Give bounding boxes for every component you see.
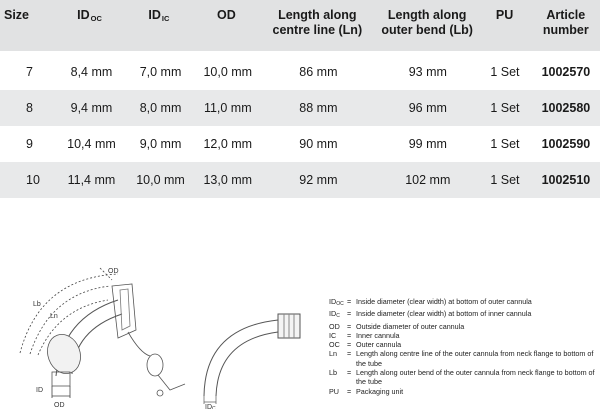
label-od-bottom: OD (54, 402, 65, 409)
legend-eq: = (347, 340, 352, 350)
cell-id-ic: 7,0 mm (139, 65, 182, 79)
legend-text: Inside diameter (clear width) at bottom of outer cannula (356, 297, 532, 306)
cell-size: 9 (26, 137, 33, 151)
header-pu: PU (495, 8, 514, 22)
legend-abbr: IDOC (329, 297, 344, 307)
label-id-bottom: ID (36, 387, 43, 394)
legend-text: Length along centre line of the outer cannula from neck flange to bottom of the tube (356, 349, 594, 368)
legend-text: Inside diameter (clear width) at bottom of inner cannula (356, 309, 532, 319)
label-idc: IDC (205, 404, 216, 409)
cell-od: 12,0 mm (203, 137, 253, 151)
abbreviation-legend (329, 297, 600, 396)
cell-article-number: 1002510 (541, 173, 591, 187)
cannula-diagram (0, 258, 320, 409)
cell-pu: 1 Set (490, 173, 520, 187)
cell-od: 11,0 mm (203, 101, 252, 115)
legend-text: Outside diameter of outer cannula (356, 321, 465, 331)
legend-item (329, 297, 600, 309)
legend-abbr: Ln (329, 349, 337, 359)
cell-article-number: 1002590 (541, 137, 591, 151)
cell-id-oc: 10,4 mm (67, 137, 116, 151)
cell-pu: 1 Set (490, 101, 520, 115)
table-row (0, 54, 600, 90)
legend-text: Inner cannula (356, 330, 400, 340)
table-row (0, 126, 600, 162)
header-length-outer: Length along outer bend (Lb) (381, 8, 473, 37)
legend-text: Outer cannula (356, 340, 402, 350)
legend-eq: = (347, 330, 352, 340)
cell-length-centre: 92 mm (299, 173, 338, 187)
legend-eq: = (347, 349, 352, 359)
label-ln: Ln (50, 313, 58, 320)
header-article-number: Article number (542, 8, 589, 37)
legend-item (329, 322, 600, 331)
legend-eq: = (347, 368, 352, 378)
label-lb: Lb (33, 301, 41, 308)
legend-item (329, 368, 600, 387)
legend-item (329, 340, 600, 349)
legend-item (329, 309, 600, 321)
legend-item (329, 387, 600, 396)
header-id-oc: $ID_{OC}$ (77, 8, 102, 23)
cell-id-oc: 9,4 mm (70, 101, 113, 115)
cell-length-centre: 90 mm (299, 137, 338, 151)
cell-od: 13,0 mm (203, 173, 253, 187)
cannula-side-view-drawing (20, 268, 185, 398)
cell-size: 8 (26, 101, 33, 115)
table-row (0, 162, 600, 198)
legend-eq: = (347, 297, 352, 306)
table-row (0, 90, 600, 126)
legend-eq: = (347, 321, 352, 331)
legend-item (329, 331, 600, 340)
legend-eq: = (347, 386, 352, 396)
cell-id-oc: 8,4 mm (70, 65, 113, 79)
cell-length-outer: 102 mm (405, 173, 451, 187)
legend-abbr: Lb (329, 368, 337, 378)
cell-size: 10 (26, 173, 40, 187)
inner-cannula-drawing (204, 314, 300, 404)
header-size: Size (4, 8, 30, 22)
cell-article-number: 1002570 (541, 65, 591, 79)
cell-id-ic: 9,0 mm (139, 137, 182, 151)
cell-length-outer: 96 mm (408, 101, 447, 115)
cell-length-centre: 88 mm (299, 101, 338, 115)
legend-eq: = (347, 309, 352, 319)
product-table (0, 0, 600, 198)
cell-size: 7 (26, 65, 33, 79)
header-length-centre: Length along centre line (Ln) (272, 8, 363, 37)
cell-id-ic: 8,0 mm (139, 101, 182, 115)
cell-length-outer: 99 mm (408, 137, 447, 151)
cell-od: 10,0 mm (203, 65, 253, 79)
cell-length-centre: 86 mm (299, 65, 338, 79)
cell-article-number: 1002580 (541, 101, 591, 115)
legend-abbr: OC (329, 340, 340, 350)
label-od-top: OD (108, 268, 119, 275)
legend-text: Length along outer bend of the outer cannula from neck flange to bottom of the tube (356, 368, 595, 387)
cell-pu: 1 Set (490, 137, 520, 151)
cell-pu: 1 Set (490, 65, 520, 79)
header-id-ic: $ID_{IC}$ (148, 8, 170, 23)
cell-length-outer: 93 mm (408, 65, 447, 79)
legend-abbr: IC (329, 330, 337, 340)
legend-abbr: OD (329, 321, 340, 331)
header-od: OD (217, 8, 236, 22)
legend-item (329, 349, 600, 368)
table-header-row (0, 0, 600, 51)
legend-text: Packaging unit (356, 386, 404, 396)
cell-id-ic: 10,0 mm (136, 173, 185, 187)
legend-abbr: PU (329, 386, 339, 396)
cell-id-oc: 11,4 mm (67, 173, 116, 187)
legend-abbr: IDC (329, 309, 340, 320)
